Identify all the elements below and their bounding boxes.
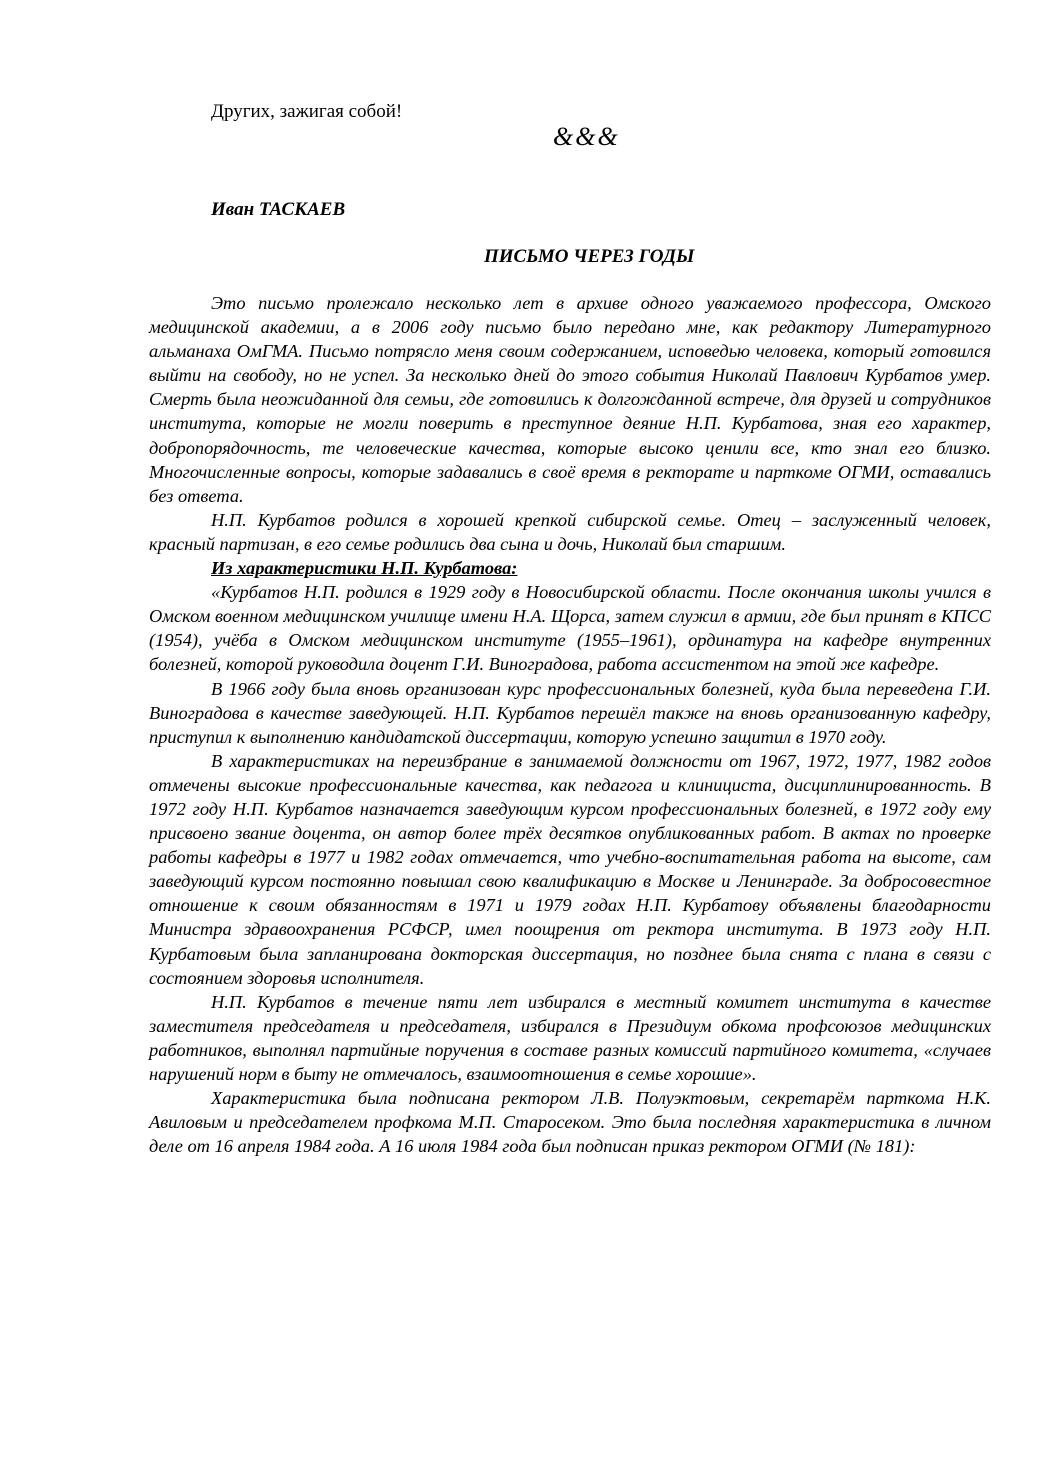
section-ornament: &&& <box>553 122 620 151</box>
previous-poem-line: Других, зажигая собой! <box>211 101 403 122</box>
article-title: ПИСЬМО ЧЕРЕЗ ГОДЫ <box>484 246 695 267</box>
paragraph: Н.П. Курбатов в течение пяти лет избирался в местный комитет института в качестве заместителя председателя и председателя, избирался в Президиум обкома профсоюзов медицинских работников, выполнял партийные поручения в составе разных комиссий партийного комитета, «случаев нарушений норм в быту не отмечалось, взаимоотношения в семье хорошие». <box>149 991 991 1084</box>
paragraph: В 1966 году была вновь организован курс профессиональных болезней, куда была переведена Г.И. Виноградова в качестве заведующей. Н.П. Курбатов перешёл также на вновь организованную кафедру, приступил к выполнению кандидатской диссертации, которую успешно защитил в 1970 году. <box>149 678 991 747</box>
paragraph: В характеристиках на переизбрание в занимаемой должности от 1967, 1972, 1977, 1982 годов отмечены высокие профессиональные качества, как педагога и клинициста, дисциплинированность. В 1972 году Н.П. Курбатов назначается заведующим курсом профессиональных болезней, в 1972 году ему присвоено звание доцента, он автор более трёх десятков опубликованных работ. В актах по проверке работы кафедры в 1977 и 1982 годах отмечается, что учебно-воспитательная работа на высоте, сам заведующий курсом постоянно повышал свою квалификацию в Москве и Ленинграде. За добросовестное отношение к своим обязанностям в 1971 и 1979 годах Н.П. Курбатову объявлены благодарности Министра здравоохранения РСФСР, имел поощрения от ректора института. В 1973 году Н.П. Курбатовым была запланирована докторская диссертация, но позднее была снята с плана в связи с состоянием здоровья исполнителя. <box>149 750 991 988</box>
section-heading: Из характеристики Н.П. Курбатова: <box>211 558 518 579</box>
article-body <box>149 291 991 1158</box>
paragraph: Н.П. Курбатов родился в хорошей крепкой сибирской семье. Отец – заслуженный человек, красный партизан, в его семье родились два сына и дочь, Николай был старшим. <box>149 509 991 554</box>
paragraph: Это письмо пролежало несколько лет в архиве одного уважаемого профессора, Омского медицинской академии, а в 2006 году письмо было передано мне, как редактору Литературного альманаха ОмГМА. Письмо потрясло меня своим содержанием, исповедью человека, который готовился выйти на свободу, но не успел. За несколько дней до этого события Николай Павлович Курбатов умер. Смерть была неожиданной для семьи, где готовились к долгожданной встрече, для друзей и сотрудников института, которые не могли поверить в преступное деяние Н.П. Курбатова, зная его характер, добропорядочность, те человеческие качества, которые высоко ценили все, кто знал его близко. Многочисленные вопросы, которые задавались в своё время в ректорате и парткоме ОГМИ, оставались без ответа. <box>149 293 991 506</box>
paragraph: Характеристика была подписана ректором Л.В. Полуэктовым, секретарём парткома Н.К. Авиловым и председателем профкома М.П. Старосеком. Это была последняя характеристика в личном деле от 16 апреля 1984 года. А 16 июля 1984 года был подписан приказ ректором ОГМИ (№ 181): <box>149 1088 991 1157</box>
paragraph: «Курбатов Н.П. родился в 1929 году в Новосибирской области. После окончания школы учился в Омском военном медицинском училище имени Н.А. Щорса, затем служил в армии, где был принят в КПСС (1954), учёба в Омском медицинском институте (1955–1961), ординатура на кафедре внутренних болезней, которой руководила доцент Г.И. Виноградова, работа ассистентом на этой же кафедре. <box>149 582 991 675</box>
author-name: Иван ТАСКАЕВ <box>211 199 346 220</box>
